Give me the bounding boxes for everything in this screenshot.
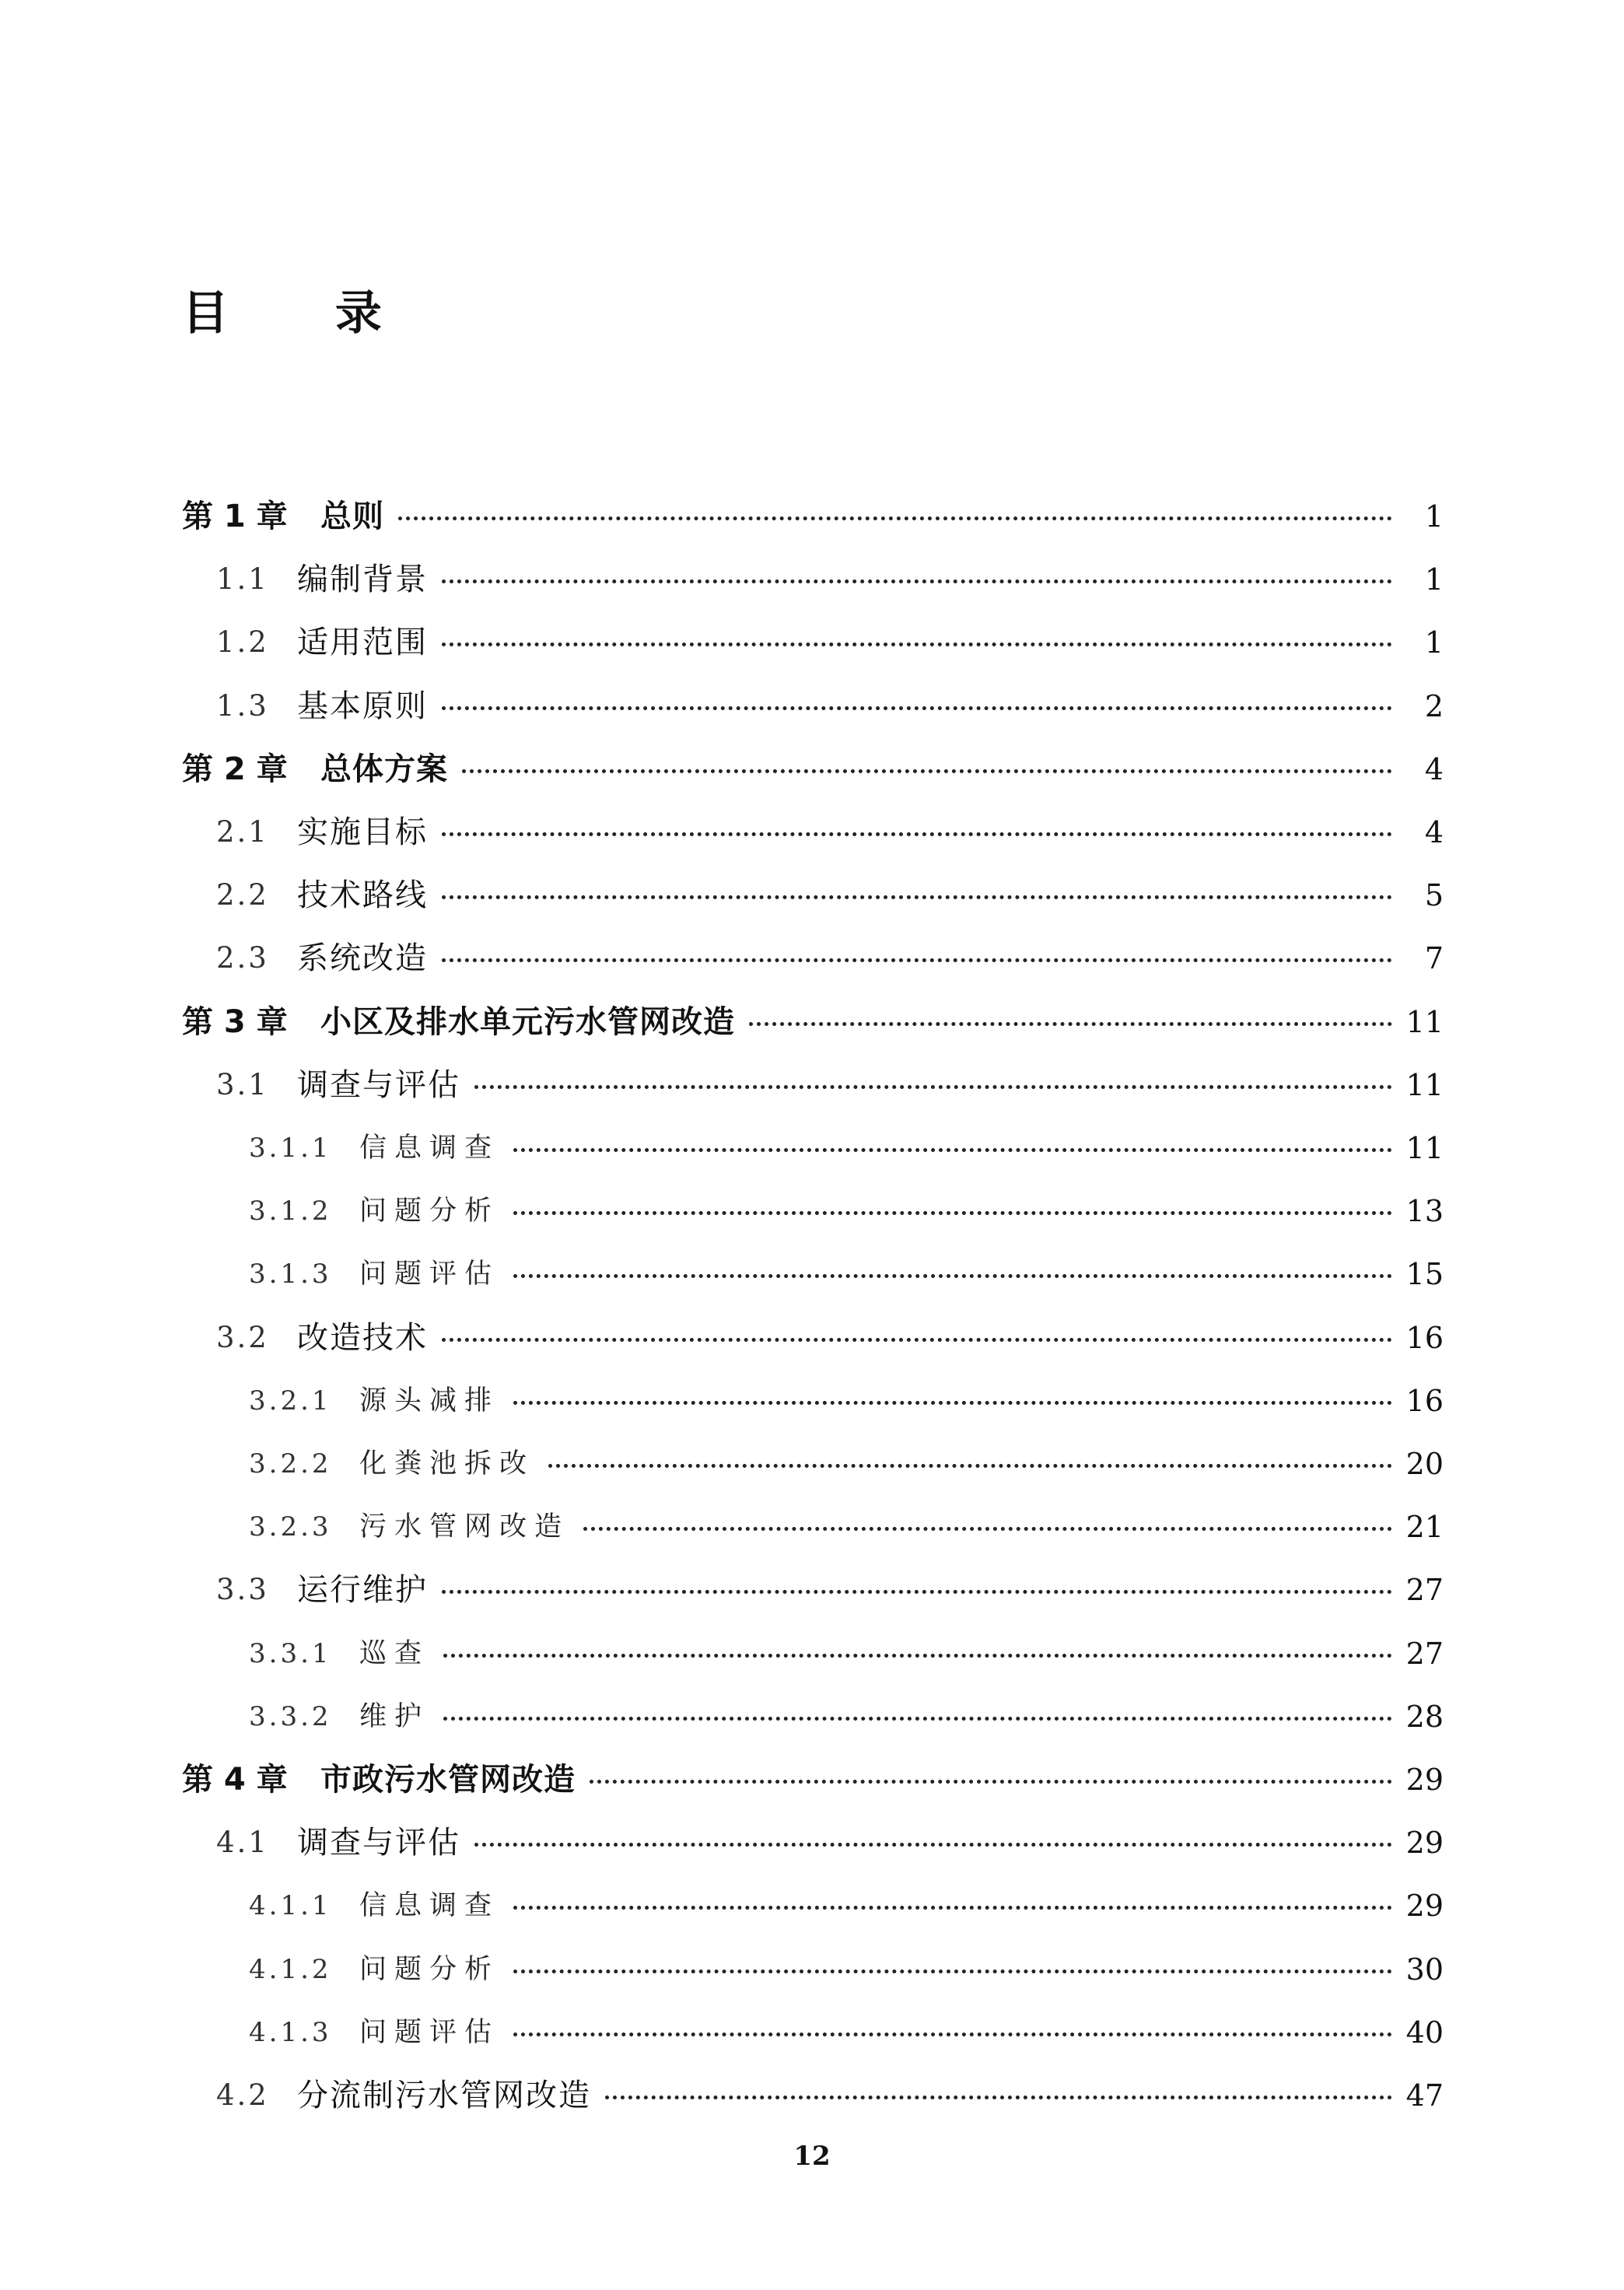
- toc-entry[interactable]: [0, 1379, 1624, 1423]
- toc-entry-page: 7: [1424, 941, 1444, 976]
- toc-entry-title: 污水管网改造: [359, 1511, 570, 1543]
- toc-entry-title: 源头减排: [359, 1385, 500, 1416]
- toc-entry-number: 4.1.2: [249, 1953, 332, 1985]
- toc-entry-title: 技术路线: [297, 877, 428, 914]
- toc-entry-page: 1: [1424, 499, 1444, 534]
- toc-entry-title: 巡查: [359, 1637, 430, 1669]
- toc-entry-number: 3.1.3: [249, 1259, 332, 1290]
- toc-entry-page: 15: [1405, 1257, 1444, 1292]
- toc-entry-title: 市政污水管网改造: [320, 1762, 576, 1798]
- toc-entry-page: 11: [1405, 1004, 1444, 1039]
- toc-leader-dots: [442, 1338, 1392, 1342]
- toc-entry[interactable]: [0, 1252, 1624, 1296]
- toc-entry-title: 信息调查: [359, 1890, 500, 1922]
- toc-entry-page: 30: [1405, 1952, 1444, 1987]
- toc-entry-number: 2.3: [216, 941, 269, 975]
- toc-entry-page: 11: [1405, 1131, 1444, 1165]
- toc-entry-number: 1.3: [216, 688, 269, 723]
- toc-entry-number: 第 1 章: [182, 499, 288, 534]
- toc-entry-title: 适用范围: [297, 625, 428, 661]
- toc-entry-title: 系统改造: [297, 940, 428, 977]
- toc-entry-page: 2: [1424, 688, 1444, 723]
- toc-entry[interactable]: [0, 811, 1624, 854]
- toc-entry[interactable]: [0, 1505, 1624, 1549]
- toc-entry[interactable]: [0, 495, 1624, 538]
- toc-entry-number: 3.1: [216, 1067, 269, 1101]
- page-number: 12: [793, 2141, 831, 2172]
- toc-entry[interactable]: [0, 1442, 1624, 1486]
- toc-entry[interactable]: [0, 1632, 1624, 1675]
- toc-entry-number: 4.2: [216, 2078, 269, 2112]
- toc-entry[interactable]: [0, 558, 1624, 601]
- toc-entry-number: 3.2.3: [249, 1511, 332, 1543]
- toc-entry-page: 27: [1405, 1573, 1444, 1608]
- toc-entry[interactable]: [0, 1316, 1624, 1360]
- toc-entry[interactable]: [0, 2011, 1624, 2054]
- toc-leader-dots: [442, 580, 1392, 583]
- toc-entry-number: 第 4 章: [182, 1762, 288, 1798]
- toc-entry-number: 1.1: [216, 562, 269, 597]
- toc-entry-number: 3.3.2: [249, 1700, 332, 1732]
- toc-entry-title: 信息调查: [359, 1133, 500, 1164]
- toc-entry-title: 改造技术: [297, 1319, 428, 1356]
- toc-leader-dots: [442, 706, 1392, 710]
- toc-entry-title: 问题分析: [359, 1953, 500, 1985]
- toc-leader-dots: [442, 1590, 1392, 1594]
- toc-entry[interactable]: [0, 2074, 1624, 2117]
- toc-entry-title: 调查与评估: [297, 1825, 460, 1861]
- toc-entry-title: 问题评估: [359, 1259, 500, 1290]
- toc-leader-dots: [443, 1654, 1392, 1658]
- toc-entry-page: 20: [1405, 1447, 1444, 1481]
- toc-entry[interactable]: [0, 621, 1624, 664]
- toc-entry-title: 化粪池拆改: [359, 1448, 535, 1479]
- toc-entry[interactable]: [0, 1000, 1624, 1044]
- toc-entry-title: 编制背景: [297, 562, 428, 598]
- toc-entry[interactable]: [0, 1948, 1624, 1991]
- toc-leader-dots: [442, 832, 1392, 836]
- toc-leader-dots: [442, 895, 1392, 899]
- toc-entry[interactable]: [0, 1695, 1624, 1739]
- toc-entry-number: 4.1: [216, 1826, 269, 1860]
- toc-entry-page: 29: [1405, 1889, 1444, 1924]
- toc-leader-dots: [474, 1085, 1392, 1089]
- toc-entry-number: 2.2: [216, 878, 269, 912]
- toc-entry[interactable]: [0, 1568, 1624, 1612]
- toc-entry-page: 4: [1424, 751, 1444, 786]
- toc-entry-page: 29: [1405, 1826, 1444, 1861]
- toc-entry[interactable]: [0, 937, 1624, 980]
- toc-entry-title: 小区及排水单元污水管网改造: [320, 1003, 735, 1040]
- toc-entry-number: 1.2: [216, 625, 269, 660]
- toc-entry-title: 总体方案: [320, 751, 448, 787]
- toc-entry-page: 1: [1424, 625, 1444, 660]
- toc-leader-dots: [442, 643, 1392, 646]
- toc-entry-number: 3.2.1: [249, 1385, 332, 1416]
- toc-entry-page: 16: [1405, 1320, 1444, 1355]
- toc-entry-title: 基本原则: [297, 688, 428, 724]
- toc-entry-page: 28: [1405, 1699, 1444, 1734]
- toc-entry-number: 3.2: [216, 1320, 269, 1354]
- toc-entry-title: 总则: [320, 499, 384, 534]
- toc-entry-title: 维护: [359, 1700, 430, 1732]
- page-title: 目 录: [182, 286, 427, 341]
- toc-entry-number: 3.3: [216, 1573, 269, 1607]
- toc-entry[interactable]: [0, 874, 1624, 917]
- toc-entry[interactable]: [0, 1884, 1624, 1928]
- toc-entry[interactable]: [0, 1126, 1624, 1170]
- toc-leader-dots: [442, 958, 1392, 962]
- toc-entry-page: 11: [1405, 1067, 1444, 1102]
- toc-leader-dots: [474, 1843, 1392, 1847]
- toc-entry-number: 4.1.3: [249, 2016, 332, 2048]
- toc-entry-page: 16: [1405, 1383, 1444, 1418]
- toc-entry-number: 4.1.1: [249, 1890, 332, 1922]
- toc-entry-page: 13: [1405, 1194, 1444, 1229]
- toc-entry-page: 4: [1424, 815, 1444, 849]
- toc-entry-title: 问题评估: [359, 2016, 500, 2048]
- toc-entry-number: 3.3.1: [249, 1637, 332, 1669]
- toc-leader-dots: [398, 516, 1392, 520]
- toc-entry-number: 第 2 章: [182, 751, 288, 787]
- toc-entry-number: 第 3 章: [182, 1003, 288, 1040]
- toc-entry-page: 29: [1405, 1763, 1444, 1797]
- toc-entry[interactable]: [0, 1821, 1624, 1865]
- toc-entry[interactable]: [0, 748, 1624, 791]
- toc-entry-title: 分流制污水管网改造: [297, 2078, 591, 2113]
- toc-entry-page: 47: [1405, 2078, 1444, 2113]
- toc-entry[interactable]: [0, 1063, 1624, 1107]
- toc-entry-title: 运行维护: [297, 1572, 428, 1609]
- toc-entry[interactable]: [0, 685, 1624, 728]
- toc-entry-title: 实施目标: [297, 814, 428, 850]
- toc-entry[interactable]: [0, 1758, 1624, 1802]
- toc-entry-page: 5: [1424, 878, 1444, 913]
- toc-entry-title: 问题分析: [359, 1196, 500, 1227]
- toc-entry-number: 2.1: [216, 815, 269, 849]
- toc-entry-title: 调查与评估: [297, 1066, 460, 1103]
- toc-leader-dots: [443, 1717, 1392, 1721]
- toc-entry-page: 1: [1424, 562, 1444, 597]
- toc-entry-number: 3.1.2: [249, 1196, 332, 1227]
- toc-entry-number: 3.1.1: [249, 1133, 332, 1164]
- toc-entry-page: 27: [1405, 1636, 1444, 1671]
- toc-entry-page: 40: [1405, 2015, 1444, 2050]
- toc-entry[interactable]: [0, 1189, 1624, 1233]
- toc-entry-page: 21: [1405, 1510, 1444, 1545]
- toc-leader-dots: [462, 769, 1392, 773]
- toc-entry-number: 3.2.2: [249, 1448, 332, 1479]
